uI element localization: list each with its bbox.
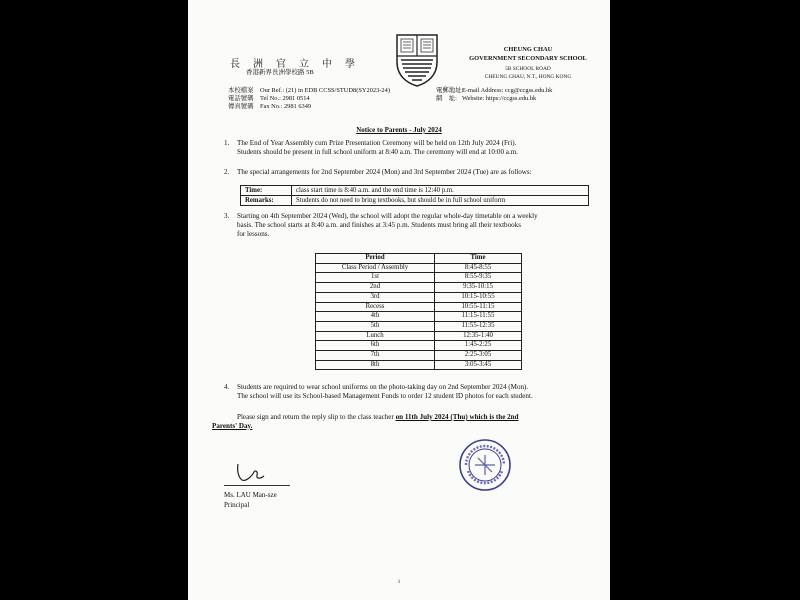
school-crest-icon bbox=[393, 32, 441, 88]
table-row: 8th 3:05-3:45 bbox=[316, 360, 522, 370]
school-name-chinese: 長洲官立中學 bbox=[230, 59, 368, 70]
reference-line: 本校檔案 Our Ref.: (21) in EDB CCSS/STUD8(SY2023-24) bbox=[228, 87, 390, 94]
principal-signature-block bbox=[224, 490, 277, 510]
notice-page bbox=[188, 0, 610, 600]
page-number: 1 bbox=[397, 580, 401, 585]
signature-icon bbox=[234, 462, 270, 484]
table-row: 6th 1:45-2:25 bbox=[316, 341, 522, 351]
school-address-english: 5B SCHOOL ROAD CHEUNG CHAU, N.T., HONG KONG bbox=[484, 66, 572, 80]
notice-item-2: 2. The special arrangements for 2nd September 2024 (Mon) and 3rd September 2024 (Tue) are as follows: bbox=[224, 168, 532, 176]
telephone-line: 電話號碼 Tel No.: 2981 0514 bbox=[228, 95, 310, 103]
table-row: 4th 11:15-11:55 bbox=[316, 312, 522, 322]
timetable bbox=[315, 253, 522, 370]
principal-name: Ms. LAU Man-sze bbox=[224, 491, 277, 499]
table-row: Recess 10:55-11:15 bbox=[316, 302, 522, 312]
special-arrangements-table bbox=[240, 185, 589, 206]
website-line: 網 址: Website: https://ccgss.edu.hk bbox=[436, 95, 537, 103]
notice-title: Notice to Parents - July 2024 bbox=[356, 126, 442, 134]
school-seal-stamp-icon bbox=[458, 438, 512, 492]
contact-left bbox=[228, 87, 390, 112]
table-row: Lunch 12:35-1:40 bbox=[316, 331, 522, 341]
closing-paragraph: Please sign and return the reply slip to the class teacher on 11th July 2024 (Thu) which is the 2nd Parents' Day. bbox=[212, 413, 519, 430]
contact-right bbox=[436, 87, 552, 103]
table-row: Remarks: Students do not need to bring textbooks, but should be in full school uniform bbox=[241, 196, 589, 206]
email-line: 電郵地址:E-mail Address: ccg@ccgss.edu.hk bbox=[436, 87, 553, 94]
table-row: 3rd 10:15-10:55 bbox=[316, 292, 522, 302]
school-name-english: CHEUNG CHAU GOVERNMENT SECONDARY SCHOOL bbox=[469, 46, 587, 62]
notice-item-1: 1. The End of Year Assembly cum Prize Presentation Ceremony will be held on 12th July 2024 (Fri). Students should be present in full school uniform at 8:40 a.m. The ceremony will end at 10:00 a.m. bbox=[224, 139, 519, 156]
table-row: 1st 8:55-9:35 bbox=[316, 273, 522, 283]
notice-item-4: 4. Students are required to wear school uniforms on the photo-taking day on 2nd September 2024 (Mon). The school will use its School-based Management Funds to order 12 student ID photos for each student. bbox=[224, 383, 533, 400]
signature-line bbox=[224, 485, 290, 486]
table-row: 7th 2:25-3:05 bbox=[316, 351, 522, 361]
notice-item-3: 3. Starting on 4th September 2024 (Wed), the school will adopt the regular whole-day timetable on a weekly basis. The school starts at 8:40 a.m. and finishes at 3:45 p.m. Students must bring all their textbooks for lessons. bbox=[224, 212, 538, 238]
school-address-chinese: 香港新界長洲學校路 5B bbox=[246, 69, 314, 76]
table-row: 5th 11:55-12:35 bbox=[316, 321, 522, 331]
table-row: Time: class start time is 8:40 a.m. and the end time is 12:40 p.m. bbox=[241, 186, 589, 196]
table-row: 2nd 9:35-10:15 bbox=[316, 283, 522, 293]
table-row: Class Period / Assembly 8:45-8:55 bbox=[316, 263, 522, 273]
fax-line: 傳真號碼 Fax No.: 2981 6349 bbox=[228, 103, 312, 111]
table-header-row: Period Time bbox=[316, 254, 522, 264]
principal-title: Principal bbox=[224, 501, 250, 509]
